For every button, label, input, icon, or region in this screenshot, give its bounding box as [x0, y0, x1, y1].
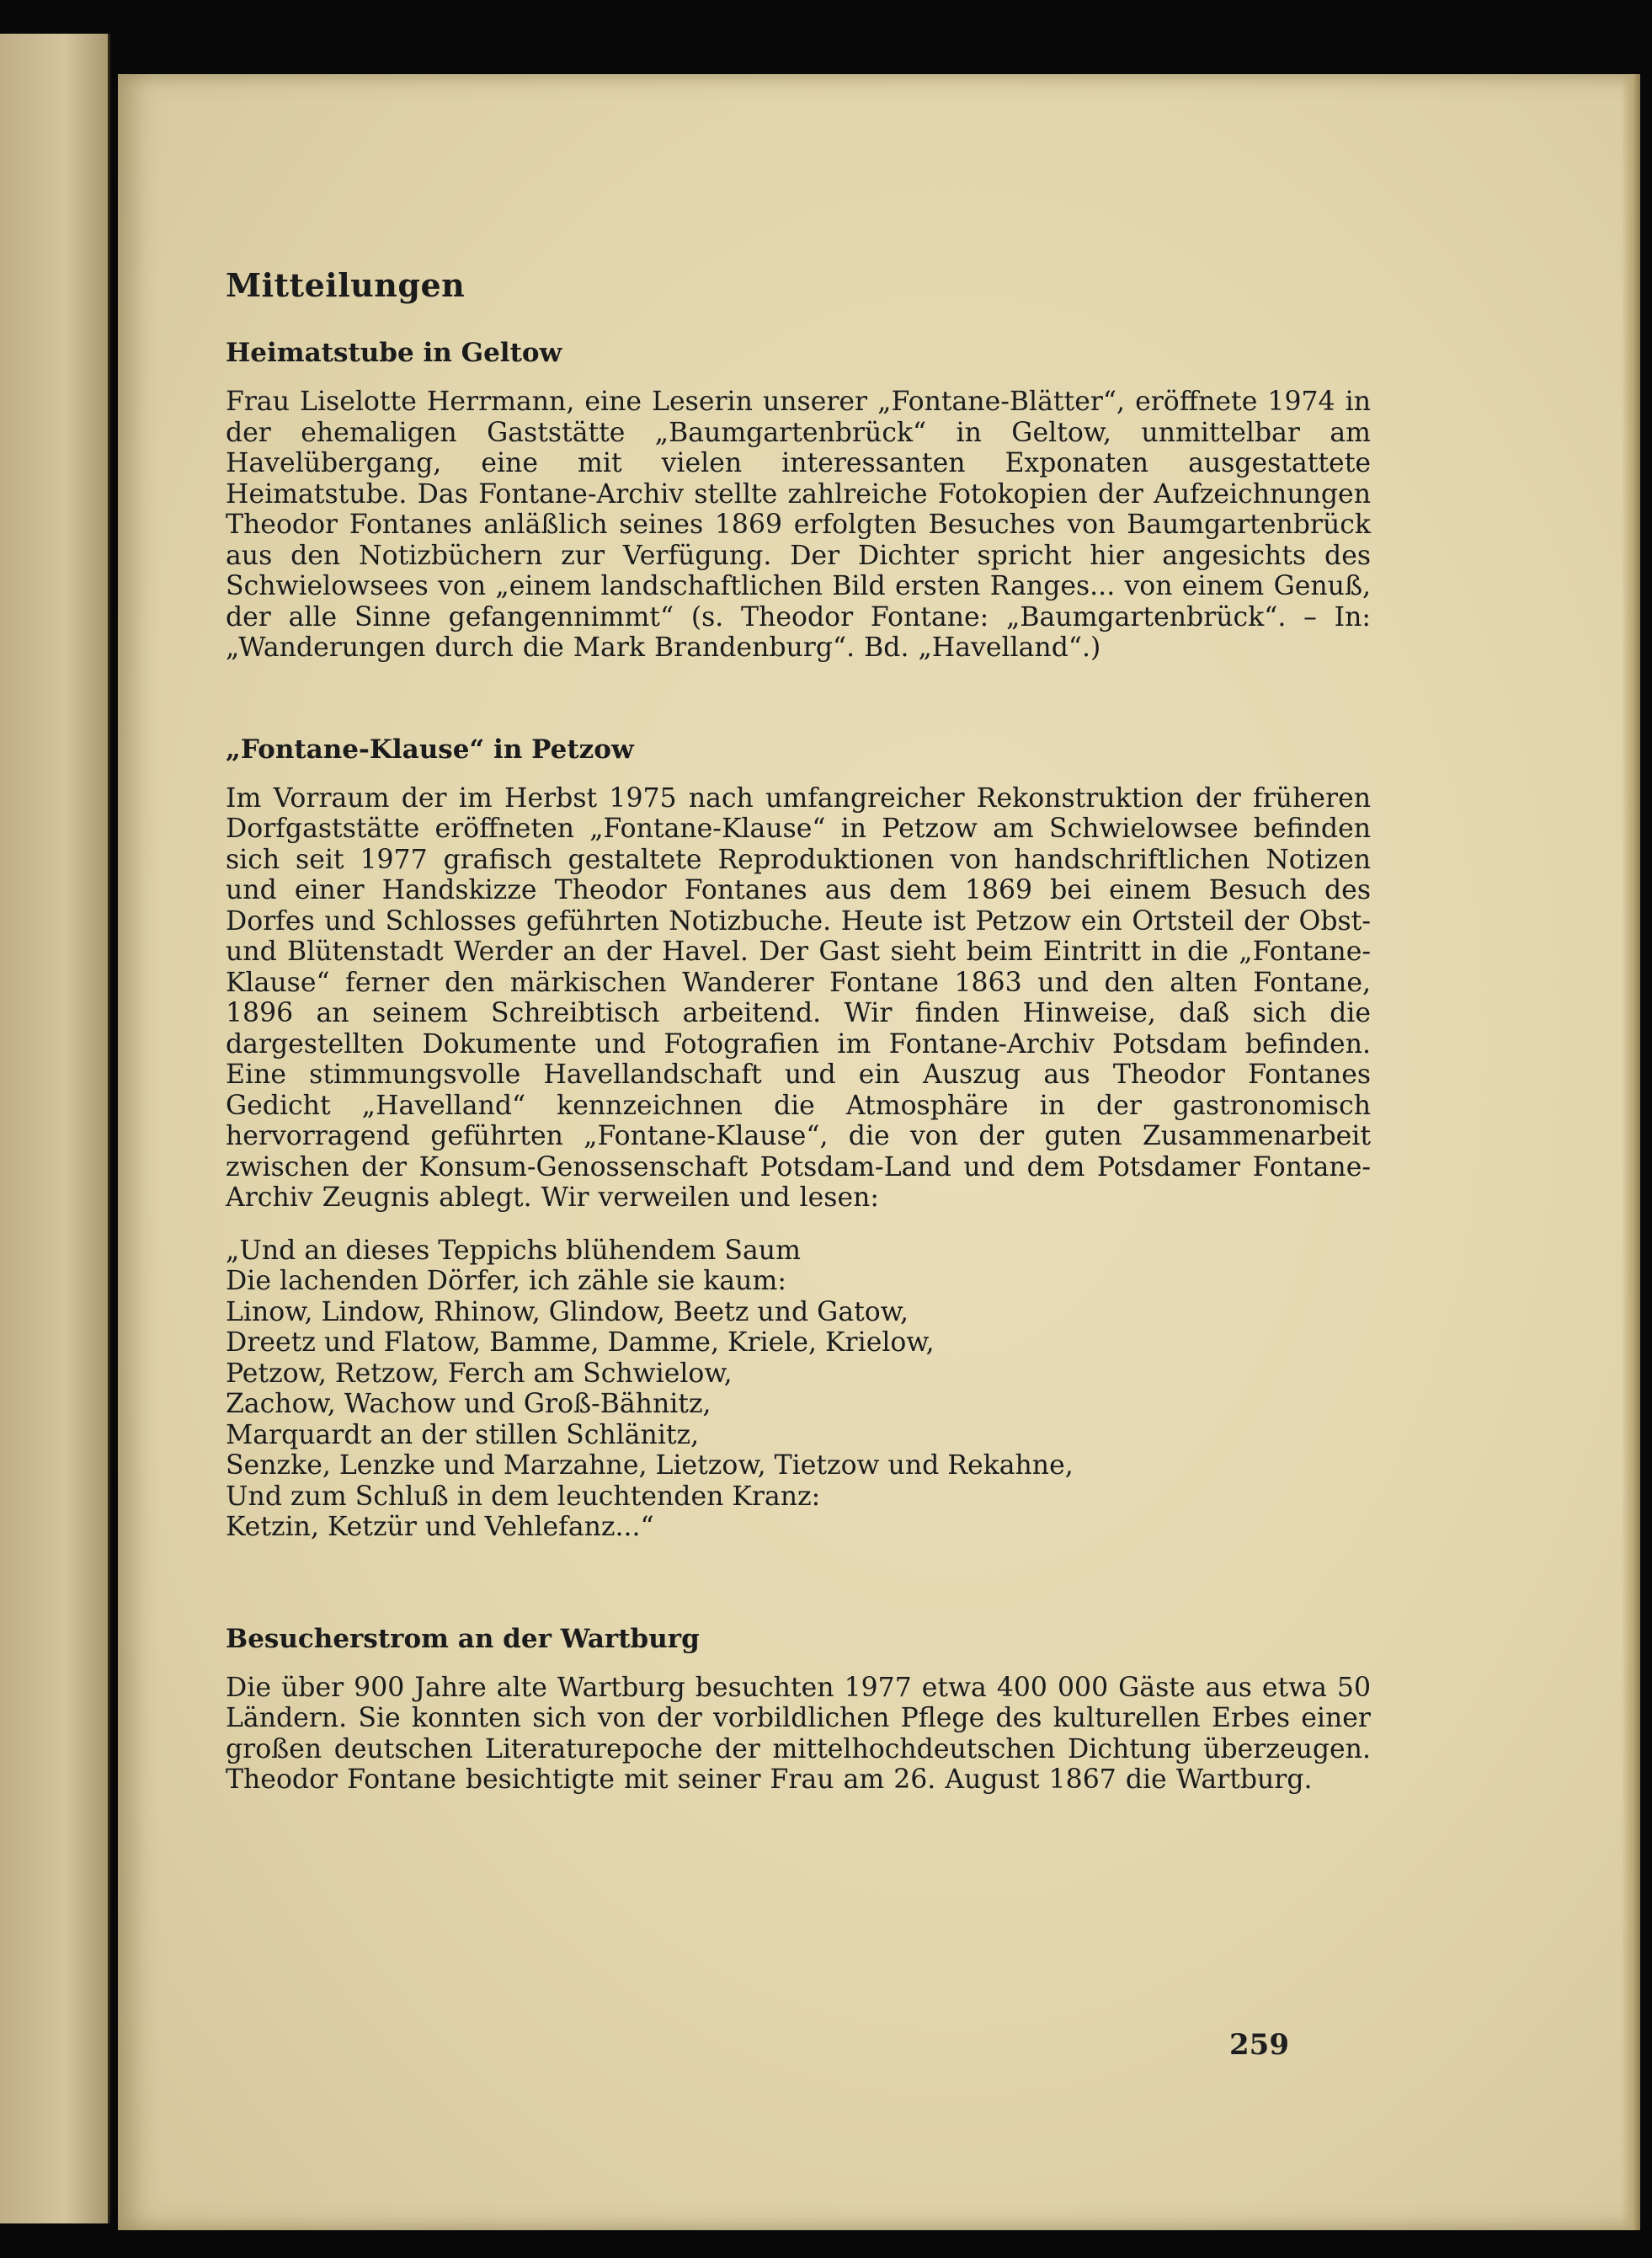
article-heimatstube — [226, 338, 1371, 664]
poem-line: Ketzin, Ketzür und Vehlefanz...“ — [226, 1512, 654, 1542]
poem-line: Marquardt an der stillen Schlänitz, — [226, 1419, 700, 1450]
poem-line: Senzke, Lenzke und Marzahne, Lietzow, Tietzow und Rekahne, — [226, 1450, 1074, 1481]
poem-line: Zachow, Wachow und Groß-Bähnitz, — [226, 1389, 711, 1419]
book-page — [118, 74, 1640, 2230]
facing-page-edge — [0, 34, 110, 2223]
article-body: Frau Liselotte Herrmann, eine Leserin unserer „Fontane-Blätter“, eröffnete 1974 in der ehemaligen Gaststätte „Baumgartenbrück“ in Geltow, unmittelbar am Havelübergang, eine mit vielen interessanten Exponaten ausgestattete Heimatstube. Das Fontane-Archiv stellte zahlreiche Fotokopien der Aufzeichnungen Theodor Fontanes anläßlich seines 1869 erfolgten Besuches von Baumgartenbrück aus den Notizbüchern zur Verfügung. Der Dichter spricht hier angesichts des Schwielowsees von „einem landschaftlichen Bild ersten Ranges... von einem Genuß, der alle Sinne gefangennimmt“ (s. Theodor Fontane: „Baumgartenbrück“. – In: „Wanderungen durch die Mark Brandenburg“. Bd. „Havelland“.) — [226, 387, 1371, 663]
article-body: Im Vorraum der im Herbst 1975 nach umfangreicher Rekonstruktion der früheren Dorfgaststätte eröffneten „Fontane-Klause“ in Petzow am Schwielowsee befinden sich seit 1977 grafisch gestaltete Reproduktionen von handschriftlichen Notizen und einer Handskizze Theodor Fontanes aus dem 1869 bei einem Besuch des Dorfes und Schlosses geführten Notizbuche. Heute ist Petzow ein Ortsteil der Obst- und Blütenstadt Werder an der Havel. Der Gast sieht beim Eintritt in die „Fontane-Klause“ ferner den märkischen Wanderer Fontane 1863 und den alten Fontane, 1896 an seinem Schreibtisch arbeitend. Wir finden Hinweise, daß sich die dargestellten Dokumente und Fotografien im Fontane-Archiv Potsdam befinden. Eine stimmungsvolle Havellandschaft und ein Auszug aus Theodor Fontanes Gedicht „Havelland“ kennzeichnen die Atmosphäre in der gastronomisch hervorragend geführten „Fontane-Klause“, die von der guten Zusammenarbeit zwischen der Konsum-Genossenschaft Potsdam-Land und dem Potsdamer Fontane-Archiv Zeugnis ablegt. Wir verweilen und lesen: — [226, 782, 1371, 1213]
poem-line: Dreetz und Flatow, Bamme, Damme, Kriele, Krielow, — [226, 1327, 935, 1358]
page-number: 259 — [1229, 2028, 1289, 2062]
article-fontane-klause — [226, 734, 1371, 1543]
article-heading: Besucherstrom an der Wartburg — [226, 1623, 700, 1654]
article-wartburg — [226, 1624, 1371, 1796]
section-title: Mitteilungen — [226, 266, 466, 304]
article-heading: „Fontane-Klause“ in Petzow — [226, 734, 634, 765]
poem-line: Petzow, Retzow, Ferch am Schwielow, — [226, 1358, 733, 1389]
poem-line: Und zum Schluß in dem leuchtenden Kranz: — [226, 1481, 821, 1512]
poem-line: „Und an dieses Teppichs blühendem Saum — [226, 1235, 801, 1266]
poem-excerpt — [226, 1236, 1371, 1543]
article-body: Die über 900 Jahre alte Wartburg besuchten 1977 etwa 400 000 Gäste aus etwa 50 Ländern. Sie konnten sich von der vorbildlichen Pflege des kulturellen Erbes einer großen deutschen Literaturepoche der mittelhochdeutschen Dichtung überzeugen. Theodor Fontane besichtigte mit seiner Frau am 26. August 1867 die Wartburg. — [226, 1672, 1371, 1795]
poem-line: Die lachenden Dörfer, ich zähle sie kaum: — [226, 1266, 786, 1296]
poem-line: Linow, Lindow, Rhinow, Glindow, Beetz und Gatow, — [226, 1296, 909, 1327]
article-heading: Heimatstube in Geltow — [226, 338, 562, 368]
page-content — [226, 266, 1371, 1796]
page-edge-shadow — [1622, 74, 1640, 2230]
